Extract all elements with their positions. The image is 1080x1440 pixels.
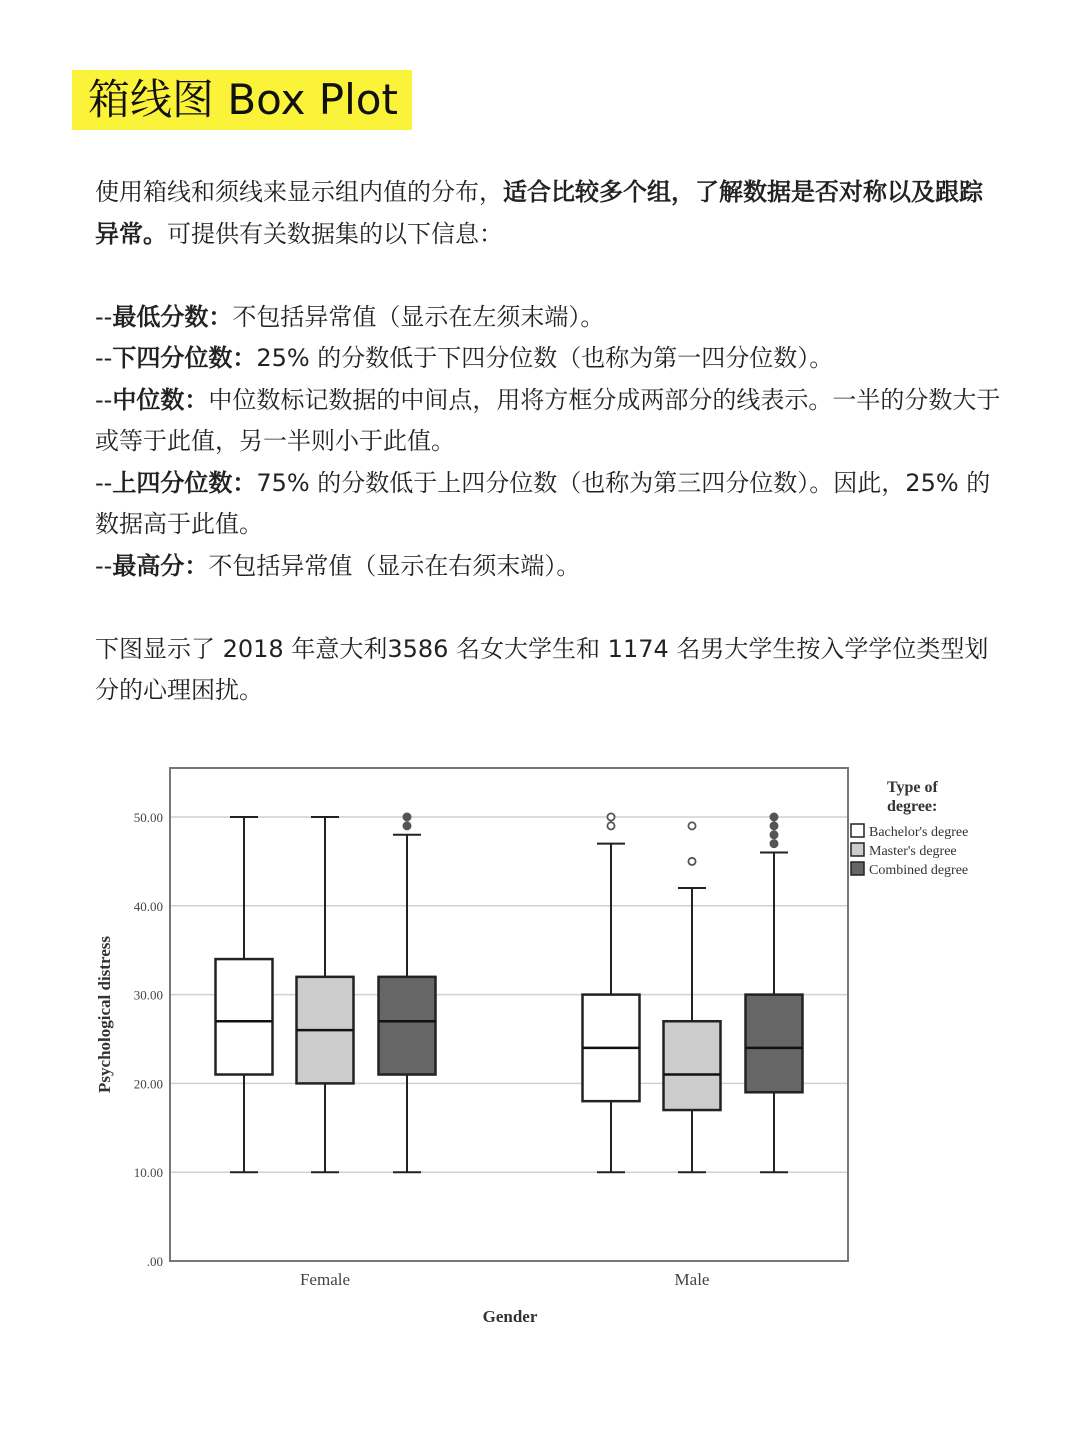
item-prefix: -- xyxy=(95,551,113,580)
y-tick-label: 40.00 xyxy=(133,898,163,914)
item-label: 中位数： xyxy=(112,385,209,414)
intro-paragraph xyxy=(95,172,1005,255)
item-prefix: -- xyxy=(95,468,113,497)
outlier-point xyxy=(770,813,777,820)
item-text: 不包括异常值（显示在右须末端）。 xyxy=(208,551,581,580)
list-item-median xyxy=(95,380,1005,463)
box xyxy=(746,995,803,1093)
box-plot-chart xyxy=(0,740,1080,1360)
box xyxy=(216,959,273,1074)
item-text: 中位数标记数据的中间点，用将方框分成两部分的线表示。一半的分数大于或等于此值，另一半则小于此值。 xyxy=(95,385,1001,455)
y-tick-label: 50.00 xyxy=(133,810,163,825)
item-prefix: -- xyxy=(95,344,113,372)
outlier-point xyxy=(688,858,695,865)
legend-label: Master's degree xyxy=(869,844,957,859)
page-title: 箱线图 Box Plot xyxy=(72,70,412,130)
intro-text: 使用箱线和须线来显示组内值的分布， xyxy=(95,178,503,206)
legend-swatch xyxy=(851,862,864,875)
outlier-point xyxy=(770,831,777,838)
y-tick-label: 10.00 xyxy=(133,1165,163,1181)
article-body xyxy=(95,172,1005,712)
y-tick-label: 30.00 xyxy=(133,987,163,1003)
item-prefix: -- xyxy=(95,302,113,331)
x-tick-label: Female xyxy=(299,1270,351,1289)
outlier-point xyxy=(607,822,614,829)
item-prefix: -- xyxy=(95,385,113,414)
item-text: 不包括异常值（显示在左须末端）。 xyxy=(232,302,605,331)
list-item-q1 xyxy=(95,338,1005,380)
list-item-min xyxy=(95,297,1005,339)
list-item-max xyxy=(95,546,1005,588)
box xyxy=(664,1021,721,1110)
outlier-point xyxy=(403,813,410,820)
intro-text-2: 可提供有关数据集的以下信息： xyxy=(167,219,503,248)
outlier-point xyxy=(688,822,695,829)
outlier-point xyxy=(770,822,777,829)
chart-caption: 下图显示了 2018 年意大利3586 名女大学生和 1174 名男大学生按入学学位类型划分的心理困扰。 xyxy=(95,634,989,704)
x-axis-label: Gender xyxy=(482,1307,538,1326)
item-label: 下四分位数： xyxy=(112,344,257,372)
y-axis-label: Psychological distress xyxy=(95,936,114,1093)
box xyxy=(379,977,436,1075)
list-item-q3 xyxy=(95,463,1005,546)
y-tick-label: .00 xyxy=(146,1254,163,1269)
outlier-point xyxy=(403,822,410,829)
item-text: 75% 的分数低于上四分位数（也称为第三四分位数）。因此，25% 的数据高于此值。 xyxy=(95,468,991,538)
y-tick-label: 20.00 xyxy=(133,1076,163,1092)
x-tick-label: Male xyxy=(674,1270,710,1289)
legend-swatch xyxy=(851,843,864,856)
legend-label: Combined degree xyxy=(869,863,969,878)
legend-title: Type of xyxy=(887,779,938,796)
legend-title: degree: xyxy=(887,798,938,815)
item-label: 最低分数： xyxy=(112,302,233,331)
item-label: 上四分位数： xyxy=(112,468,257,497)
item-text: 25% 的分数低于下四分位数（也称为第一四分位数）。 xyxy=(256,344,834,372)
outlier-point xyxy=(770,840,777,847)
intro-bold: 适合比较多个组，了解数据是否对称以及跟踪异常。 xyxy=(95,178,983,248)
item-label: 最高分： xyxy=(112,551,209,580)
legend-label: Bachelor's degree xyxy=(869,825,969,840)
legend-swatch xyxy=(851,824,864,837)
outlier-point xyxy=(607,813,614,820)
